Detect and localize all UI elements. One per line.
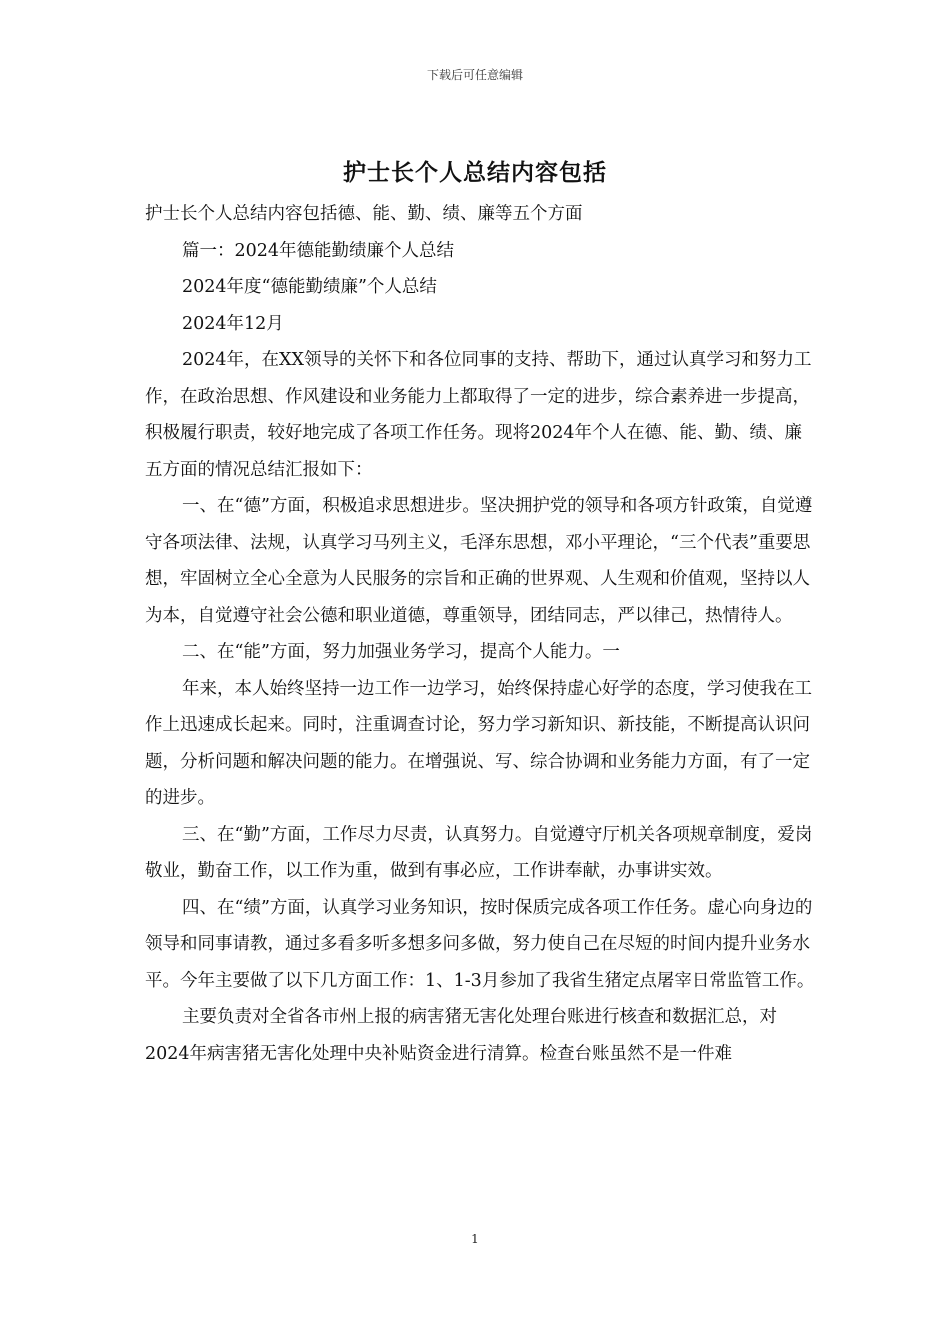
page-number: 1 — [471, 1232, 479, 1246]
document-body — [145, 196, 815, 1072]
paragraph-de: 一、在“德”方面，积极追求思想进步。坚决拥护党的领导和各项方针政策，自觉遵守各项法律、法规，认真学习马列主义，毛泽东思想，邓小平理论，“三个代表”重要思想，牢固树立全心全意为人民服务的宗旨和正确的世界观、人生观和价值观，坚持以人为本，自觉遵守社会公德和职业道德，尊重领导，团结同志，严以律己，热情待人。 — [145, 496, 813, 626]
paragraph-qin: 三、在“勤”方面，工作尽力尽责，认真努力。自觉遵守厅机关各项规章制度，爱岗敬业，勤奋工作，以工作为重，做到有事必应，工作讲奉献，办事讲实效。 — [145, 824, 813, 881]
paragraph-overview: 2024年，在XX领导的关怀下和各位同事的支持、帮助下，通过认真学习和努力工作，在政治思想、作风建设和业务能力上都取得了一定的进步，综合素养进一步提高，积极履行职责，较好地完成了各项工作任务。现将2024年个人在德、能、勤、绩、廉五方面的情况总结汇报如下： — [145, 350, 812, 480]
paragraph-ji: 四、在“绩”方面，认真学习业务知识，按时保质完成各项工作任务。虚心向身边的领导和同事请教，通过多看多听多想多问多做，努力使自己在尽短的时间内提升业务水平。今年主要做了以下几方面工作：1、1-3月参加了我省生猪定点屠宰日常监管工作。 — [145, 897, 815, 991]
header-note: 下载后可任意编辑 — [426, 68, 523, 82]
paragraph-intro: 护士长个人总结内容包括德、能、勤、绩、廉等五个方面 — [145, 204, 583, 224]
paragraph-subtitle: 2024年度“德能勤绩廉”个人总结 — [182, 277, 437, 297]
paragraph-chapter-heading: 篇一：2024年德能勤绩廉个人总结 — [182, 240, 455, 261]
paragraph-neng-heading: 二、在“能”方面，努力加强业务学习，提高个人能力。一 — [182, 642, 620, 662]
document-title: 护士长个人总结内容包括 — [343, 159, 607, 186]
paragraph-duties: 主要负责对全省各市州上报的病害猪无害化处理台账进行核查和数据汇总，对2024年病害猪无害化处理中央补贴资金进行清算。检查台账虽然不是一件难 — [145, 1007, 777, 1064]
paragraph-date: 2024年12月 — [182, 313, 284, 334]
paragraph-neng: 年来，本人始终坚持一边工作一边学习，始终保持虚心好学的态度，学习使我在工作上迅速成长起来。同时，注重调查讨论，努力学习新知识、新技能，不断提高认识问题，分析问题和解决问题的能力。在增强说、写、综合协调和业务能力方面，有了一定的进步。 — [145, 678, 812, 808]
